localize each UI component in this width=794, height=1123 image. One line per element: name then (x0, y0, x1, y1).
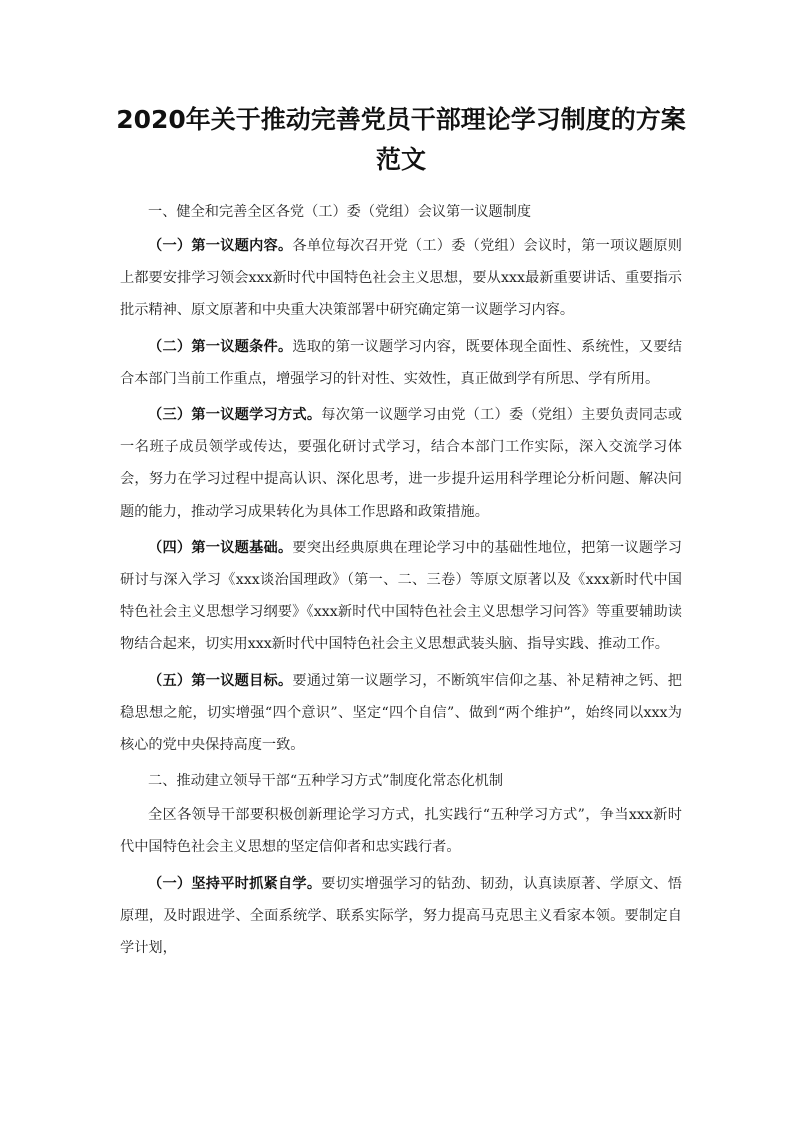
paragraph-text: 选取的第一议题学习内容，既要体现全面性、系统性，又要结合本部门当前工作重点，增强学习的针对性、实效性，真正做到学有所思、学有所用。 (120, 338, 682, 387)
paragraph-lead: （五）第一议题目标。 (148, 672, 293, 689)
paragraph-lead: （一）坚持平时抓紧自学。 (148, 875, 322, 892)
paragraph-lead: （一）第一议题内容。 (148, 238, 293, 254)
paragraph-text: 全区各领导干部要积极创新理论学习方式，扎实践行“五种学习方式”，争当xxx新时代中国特色社会主义思想的坚定信仰者和忠实践行者。 (120, 807, 682, 856)
paragraph-lead: （二）第一议题条件。 (148, 338, 293, 355)
paragraph-text: 要切实增强学习的钻劲、韧劲，认真读原著、学原文、悟原理，及时跟进学、全面系统学、联系实际学，努力提高马克思主义看家本领。要制定自学计划， (120, 875, 682, 957)
paragraph-text: 每次第一议题学习由党（工）委（党组）主要负责同志或一名班子成员领学或传达，要强化研讨式学习，结合本部门工作实际，深入交流学习体会，努力在学习过程中提高认识、深化思考，进一步提升运用科学理论分析问题、解决问题的能力，推动学习成果转化为具体工作思路和政策措施。 (120, 407, 682, 520)
document-title: 2020年关于推动完善党员干部理论学习制度的方案范文 (116, 105, 686, 174)
paragraph (120, 532, 682, 661)
paragraph (120, 331, 682, 395)
paragraph (120, 665, 682, 762)
paragraph-text: 要突出经典原典在理论学习中的基础性地位，把第一议题学习研讨与深入学习《xxx谈治国理政》（第一、二、三卷）等原文原著以及《xxx新时代中国特色社会主义思想学习纲要》《xxx新时代中国特色社会主义思想学习问答》等重要辅助读物结合起来，切实用xxx新时代中国特色社会主义思想武装头脑、指导实践、推动工作。 (120, 539, 682, 653)
paragraph-lead: （四）第一议题基础。 (148, 539, 293, 556)
paragraph-text: 要通过第一议题学习，不断筑牢信仰之基、补足精神之钙、把稳思想之舵，切实增强“四个意识”、坚定“四个自信”、做到“两个维护”，始终同以xxx为核心的党中央保持高度一致。 (120, 672, 682, 754)
paragraph (120, 868, 682, 965)
paragraph (120, 399, 682, 528)
section-heading: 一、健全和完善全区各党（工）委（党组）会议第一议题制度 (148, 204, 532, 220)
paragraph (120, 230, 682, 327)
paragraph-text: 各单位每次召开党（工）委（党组）会议时，第一项议题原则上都要安排学习领会xxx新时代中国特色社会主义思想，要从xxx最新重要讲话、重要指示批示精神、原文原著和中央重大决策部署中研究确定第一议题学习内容。 (120, 238, 682, 319)
section-heading: 二、推动建立领导干部“五种学习方式”制度化常态化机制 (148, 773, 504, 790)
paragraph (120, 799, 682, 863)
paragraph-lead: （三）第一议题学习方式。 (148, 407, 322, 424)
